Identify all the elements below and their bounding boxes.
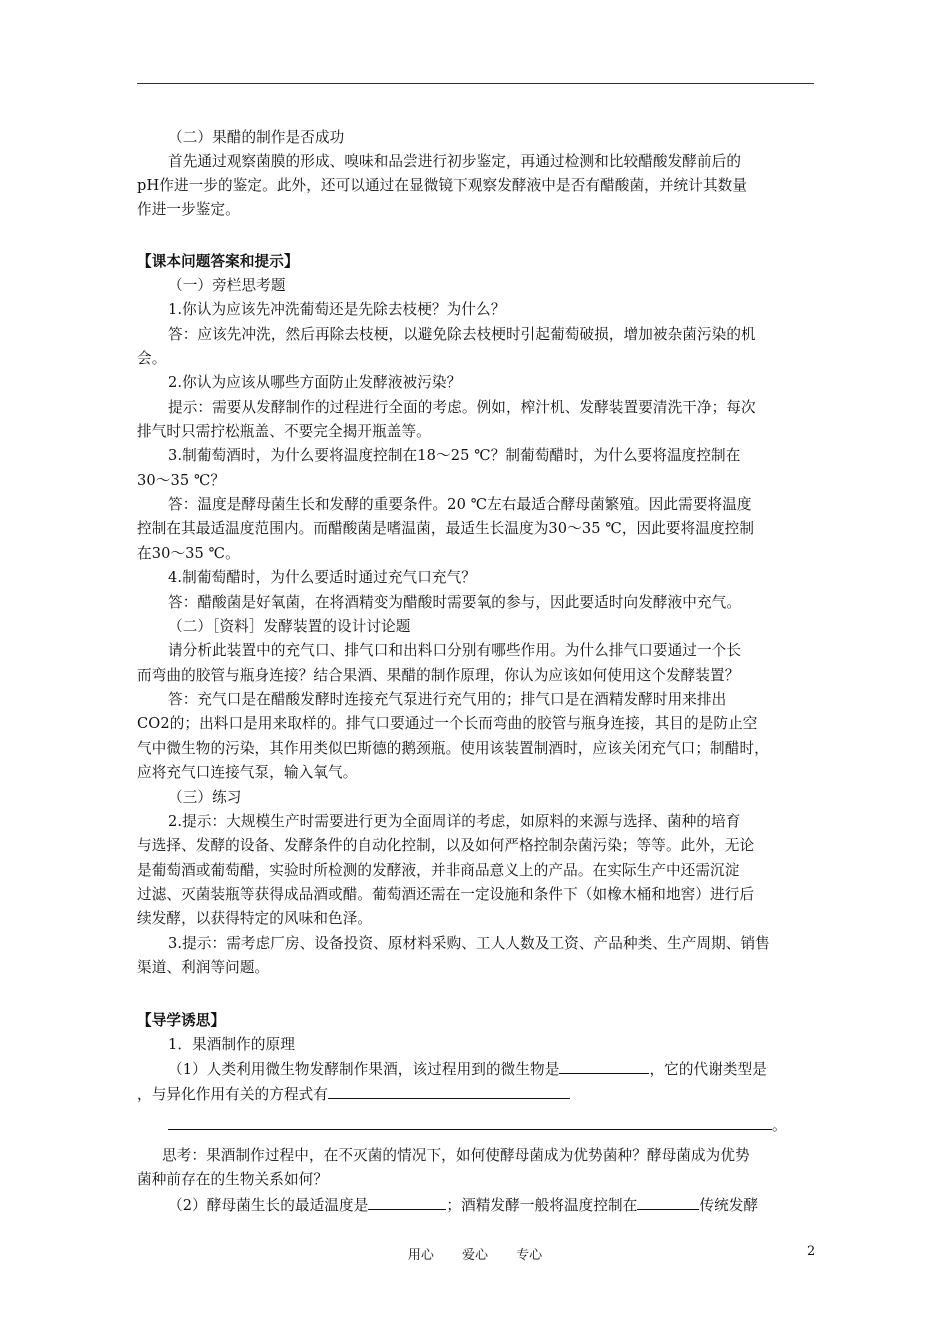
question-line: 3.制葡萄酒时，为什么要将温度控制在18～25 ℃？制葡萄醋时，为什么要将温度控制在 — [168, 447, 741, 464]
answer-line: 会。 — [137, 350, 167, 367]
fill-text: ；酒精发酵一般将温度控制在 — [446, 1197, 638, 1214]
answer-line: 答：应该先冲洗，然后再除去枝梗，以避免除去枝梗时引起葡萄破损，增加被杂菌污染的机 — [168, 326, 756, 343]
guide-item-title: 1．果酒制作的原理 — [168, 1036, 295, 1053]
fill-text: （2）酵母菌生长的最适温度是 — [168, 1197, 369, 1214]
answers-heading: 【课本问题答案和提示】 — [137, 253, 299, 270]
exercise-line: 3.提示：需考虑厂房、设备投资、原材料采购、工人人数及工资、产品种类、生产周期、销售 — [168, 935, 770, 952]
answer-line: 答：醋酸菌是好氧菌，在将酒精变为醋酸时需要氧的参与，因此要适时向发酵液中充气。 — [168, 594, 742, 611]
answer-blank[interactable] — [168, 1113, 772, 1130]
header-rule — [137, 83, 814, 84]
answer-line: 答：温度是酵母菌生长和发酵的重要条件。20 ℃左右最适合酵母菌繁殖。因此需要将温度 — [168, 496, 752, 513]
answer-line: 应将充气口连接气泵，输入氧气。 — [137, 764, 358, 781]
question-line: 而弯曲的胶管与瓶身连接？结合果酒、果醋的制作原理，你认为应该如何使用这个发酵装置？ — [137, 667, 740, 684]
exercise-line: 2.提示：大规模生产时需要进行更为全面周详的考虑，如原料的来源与选择、菌种的培育 — [168, 813, 741, 830]
subsection-title: （三）练习 — [168, 789, 242, 806]
answer-line: 排气时只需拧松瓶盖、不要完全揭开瓶盖等。 — [137, 423, 431, 440]
paragraph-line: pH作进一步的鉴定。此外，还可以通过在显微镜下观察发酵液中是否有醋酸菌，并统计其数量 — [137, 177, 748, 194]
answer-line: 控制在其最适温度范围内。而醋酸菌是嗜温菌，最适生长温度为30～35 ℃，因此要将温度控制 — [137, 520, 755, 537]
section-title: （二）果醋的制作是否成功 — [168, 129, 345, 146]
guide-heading: 【导学诱思】 — [137, 1012, 226, 1029]
paragraph-line: 作进一步鉴定。 — [137, 201, 240, 218]
exercise-line: 续发酵，以获得特定的风味和色泽。 — [137, 910, 373, 927]
question-line: 30～35 ℃？ — [137, 472, 226, 489]
answer-line: CO2的；出料口是用来取样的。排气口要通过一个长而弯曲的胶管与瓶身连接，其目的是防止空 — [137, 715, 758, 732]
question-line: 4.制葡萄醋时，为什么要适时通过充气口充气？ — [168, 569, 477, 586]
exercise-line: 渠道、利润等问题。 — [137, 959, 270, 976]
question-line: 1.你认为应该先冲洗葡萄还是先除去枝梗？为什么？ — [168, 301, 506, 318]
answer-line: 在30～35 ℃。 — [137, 545, 240, 562]
fill-in-line — [168, 1057, 767, 1082]
answer-blank[interactable] — [637, 1193, 699, 1210]
exercise-line: 是葡萄酒或葡萄醋，实验时所检测的发酵液，并非商品意义上的产品。在实际生产中还需沉淀 — [137, 862, 740, 879]
page-number: 2 — [807, 1244, 816, 1259]
fill-text: （1）人类利用微生物发酵制作果酒，该过程用到的微生物是 — [168, 1061, 560, 1078]
think-line: 菌种前存在的生物关系如何？ — [137, 1171, 329, 1188]
think-line: 思考：果酒制作过程中，在不灭菌的情况下，如何使酵母菌成为优势菌种？酵母菌成为优势 — [162, 1147, 750, 1164]
page-footer: 用心 爱心 专心 — [407, 1248, 543, 1263]
fill-text: 。 — [772, 1117, 787, 1134]
answer-blank[interactable] — [328, 1082, 570, 1099]
fill-in-line — [168, 1113, 787, 1138]
answer-line: 提示：需要从发酵制作的过程进行全面的考虑。例如，榨汁机、发酵装置要清洗干净；每次 — [168, 399, 756, 416]
answer-blank[interactable] — [559, 1057, 649, 1074]
answer-line: 气中微生物的污染，其作用类似巴斯德的鹅颈瓶。使用该装置制酒时，应该关闭充气口；制醋时， — [137, 740, 769, 757]
fill-in-line — [137, 1082, 570, 1107]
question-line: 2.你认为应该从哪些方面防止发酵液被污染？ — [168, 374, 462, 391]
question-line: 请分析此装置中的充气口、排气口和出料口分别有哪些作用。为什么排气口要通过一个长 — [168, 642, 742, 659]
subsection-title: （一）旁栏思考题 — [168, 277, 286, 294]
fill-text: ，它的代谢类型是 — [649, 1061, 767, 1078]
fill-text: 传统发酵 — [699, 1197, 759, 1214]
exercise-line: 过滤、灭菌装瓶等获得成品酒或醋。葡萄酒还需在一定设施和条件下（如橡木桶和地窖）进行后 — [137, 886, 755, 903]
paragraph-line: 首先通过观察菌膜的形成、嗅味和品尝进行初步鉴定，再通过检测和比较醋酸发酵前后的 — [168, 153, 742, 170]
exercise-line: 与选择、发酵的设备、发酵条件的自动化控制，以及如何严格控制杂菌污染；等等。此外，无论 — [137, 837, 755, 854]
answer-blank[interactable] — [368, 1193, 446, 1210]
fill-text: ，与异化作用有关的方程式有 — [137, 1086, 329, 1103]
fill-in-line — [168, 1193, 758, 1218]
answer-line: 答：充气口是在醋酸发酵时连接充气泵进行充气用的；排气口是在酒精发酵时用来排出 — [168, 691, 727, 708]
subsection-title: （二）［资料］发酵装置的设计讨论题 — [168, 618, 411, 635]
